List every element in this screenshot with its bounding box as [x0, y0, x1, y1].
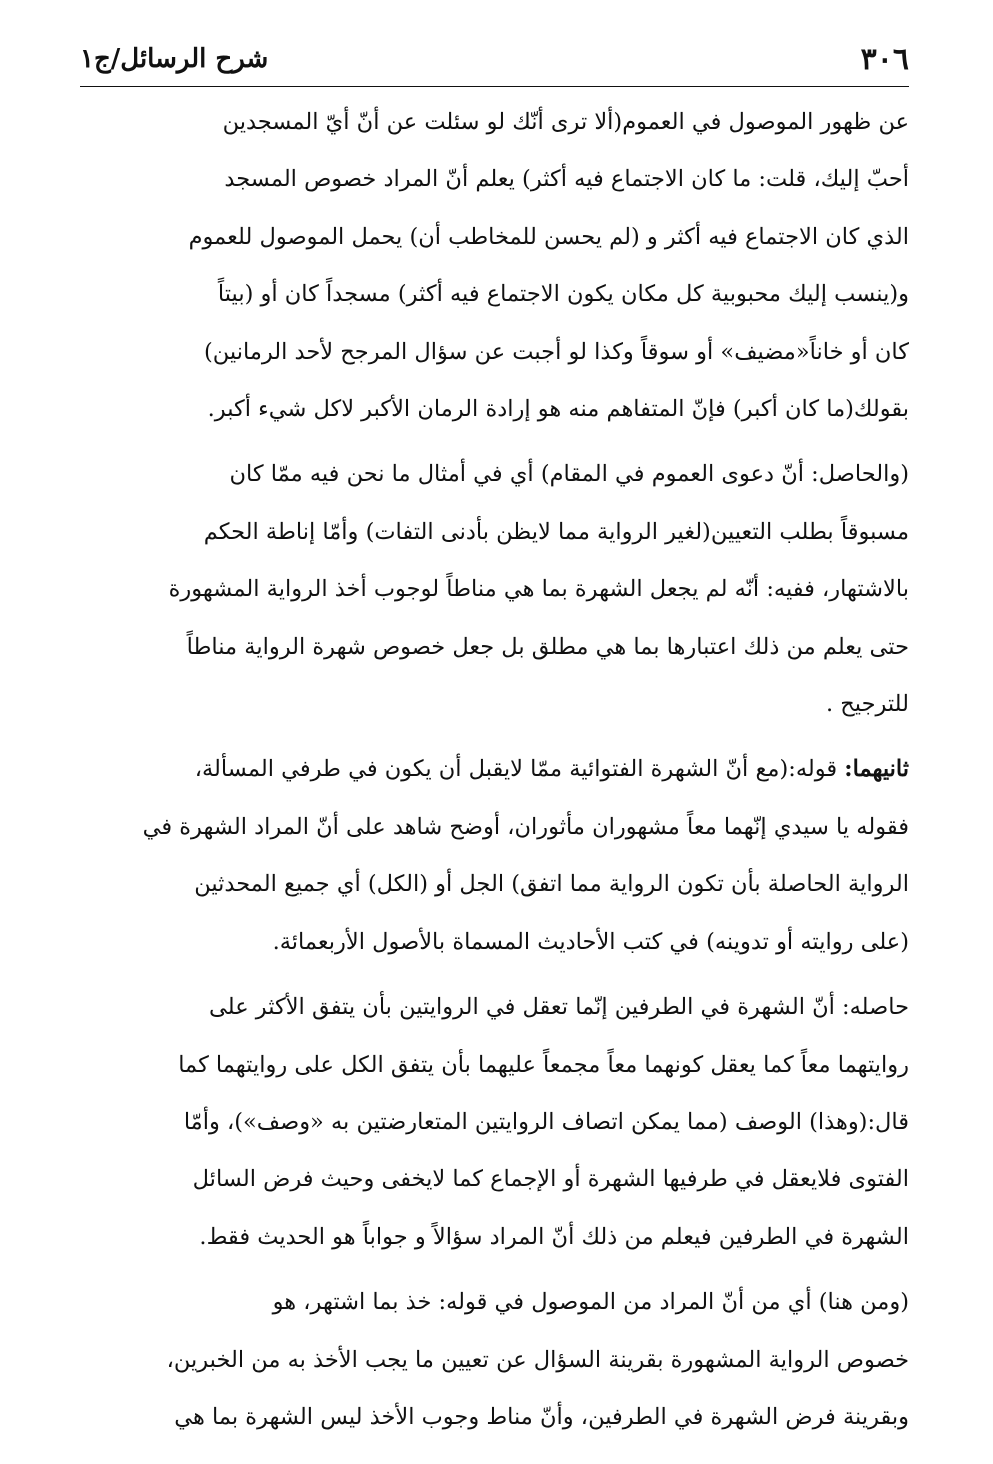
text-line: خصوص الرواية المشهورة بقرينة السؤال عن تعيين ما يجب الأخذ به من الخبرين،: [166, 1346, 909, 1373]
text-line: كان أو خاناً«مضيف» أو سوقاً وكذا لو أجبت عن سؤال المرجح لأحد الرمانين): [204, 338, 909, 365]
section-lead: ثانيهما:: [844, 756, 909, 783]
text-line: الشهرة في الطرفين فيعلم من ذلك أنّ المراد سؤالاً و جواباً هو الحديث فقط.: [199, 1223, 909, 1250]
text-line: روايتهما معاً كما يعقل كونهما معاً مجمعاً عليهما بأن يتفق الكل على روايتهما كما: [178, 1051, 909, 1078]
paragraph-5: [84, 1274, 909, 1446]
page-number: ٣٠٦: [860, 42, 909, 77]
paragraph-3: [84, 741, 909, 971]
main-text: [84, 94, 909, 1454]
text-line: الفتوى فلايعقل في طرفيها الشهرة أو الإجماع كما لايخفى وحيث فرض السائل: [192, 1166, 909, 1193]
text-line: حتى يعلم من ذلك اعتبارها بما هي مطلق بل جعل خصوص شهرة الرواية مناطاً: [186, 633, 909, 660]
text-line: (والحاصل: أنّ دعوى العموم في المقام) أي في أمثال ما نحن فيه ممّا كان: [229, 461, 909, 488]
text-line: حاصله: أنّ الشهرة في الطرفين إنّما تعقل في الروايتين بأن يتفق الأكثر على: [209, 994, 909, 1021]
text-line: بقولك(ما كان أكبر) فإنّ المتفاهم منه هو إرادة الرمان الأكبر لاكل شيء أكبر.: [207, 396, 909, 423]
text-line: وبقرينة فرض الشهرة في الطرفين، وأنّ مناط وجوب الأخذ ليس الشهرة بما هي: [174, 1403, 909, 1430]
text-line: الذي كان الاجتماع فيه أكثر و (لم يحسن للمخاطب أن) يحمل الموصول للعموم: [188, 223, 909, 250]
text-line: الرواية الحاصلة بأن تكون الرواية مما اتفق) الجل أو (الكل) أي جميع المحدثين: [194, 871, 909, 898]
paragraph-1: [84, 94, 909, 438]
text-line: قوله:(مع أنّ الشهرة الفتوائية ممّا لايقبل أن يكون في طرفي المسألة،: [194, 756, 845, 783]
running-header: [80, 36, 909, 87]
paragraph-2: [84, 446, 909, 733]
text-line: فقوله يا سيدي إنّهما معاً مشهوران مأثوران، أوضح شاهد على أنّ المراد الشهرة في: [142, 813, 909, 840]
paragraph-4: [84, 979, 909, 1266]
text-line: عن ظهور الموصول في العموم(ألا ترى أنّك لو سئلت عن أنّ أيّ المسجدين: [222, 109, 909, 135]
text-line: قال:(وهذا) الوصف (مما يمكن اتصاف الروايتين المتعارضتين به «وصف»)، وأمّا: [183, 1108, 909, 1135]
text-line: (ومن هنا) أي من أنّ المراد من الموصول في قوله: خذ بما اشتهر، هو: [272, 1289, 909, 1316]
text-line: (على روايته أو تدوينه) في كتب الأحاديث المسماة بالأصول الأربعمائة.: [272, 928, 909, 955]
book-title: شرح الرسائل/ج١: [80, 44, 269, 74]
text-line: للترجيح .: [825, 691, 909, 718]
text-line: مسبوقاً بطلب التعيين(لغير الرواية مما لايظن بأدنى التفات) وأمّا إناطة الحكم: [203, 518, 909, 545]
text-line: أحبّ إليك، قلت: ما كان الاجتماع فيه أكثر) يعلم أنّ المراد خصوص المسجد: [224, 166, 909, 193]
text-line: و(ينسب إليك محبوبية كل مكان يكون الاجتماع فيه أكثر) مسجداً كان أو (بيتاً: [217, 281, 909, 308]
text-line: بالاشتهار، ففيه: أنّه لم يجعل الشهرة بما هي مناطاً لوجوب أخذ الرواية المشهورة: [168, 576, 909, 603]
